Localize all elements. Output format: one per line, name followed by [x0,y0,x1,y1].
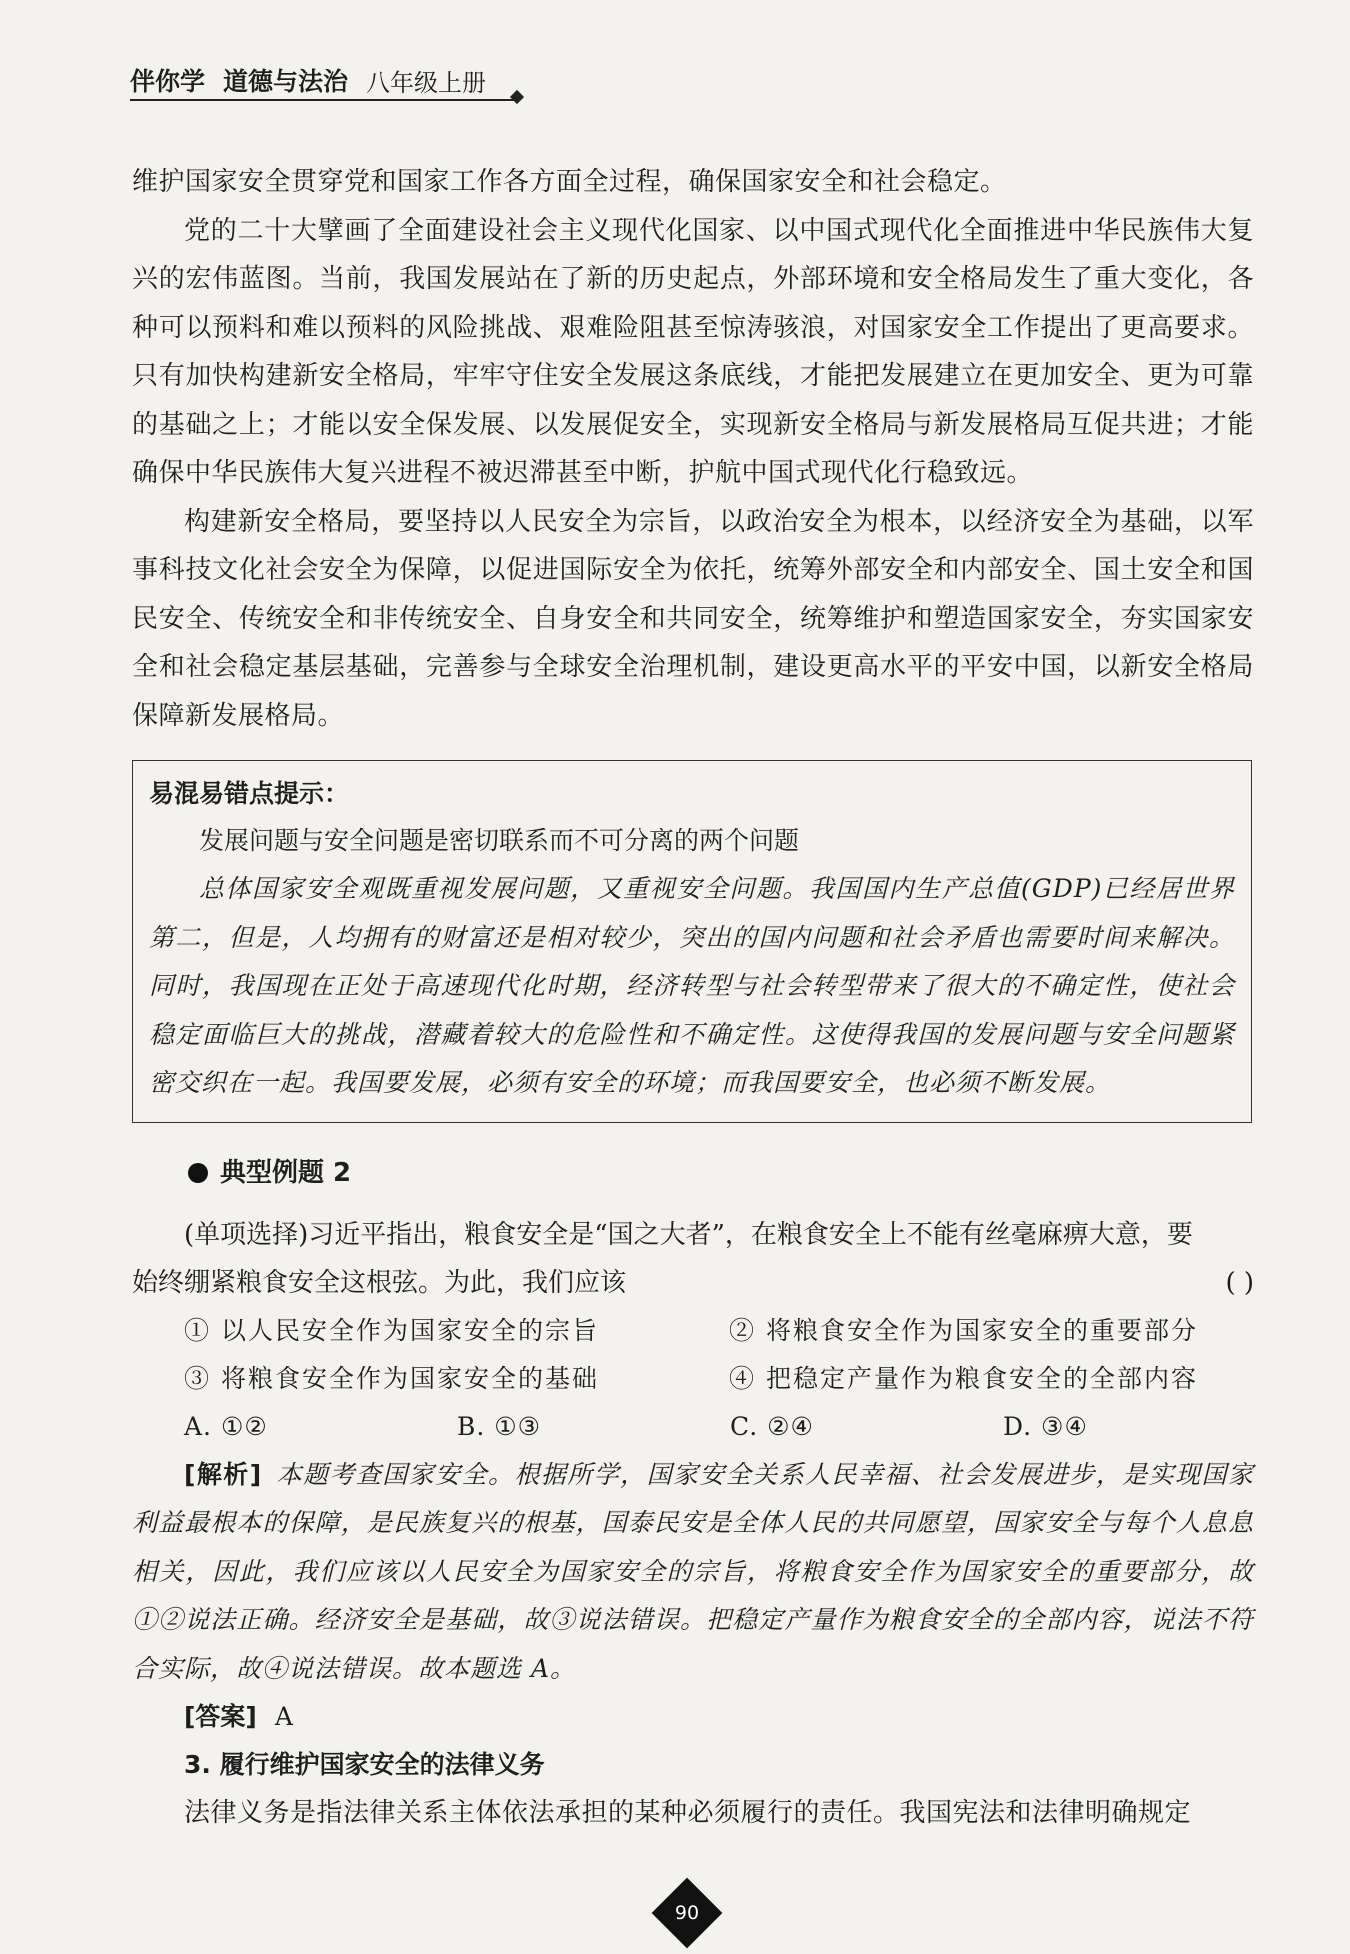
paragraph-3: 构建新安全格局，要坚持以人民安全为宗旨，以政治安全为根本，以经济安全为基础，以军事科技文化社会安全为保障，以促进国际安全为依托，统筹外部安全和内部安全、国土安全和国民安全、传统安全和非传统安全、自身安全和共同安全，统筹维护和塑造国家安全，夯实国家安全和社会稳定基层基础，完善参与全球安全治理机制，建设更高水平的平安中国，以新安全格局保障新发展格局。 [132,506,1254,731]
tip-body: 总体国家安全观既重视发展问题，又重视安全问题。我国国内生产总值(GDP)已经居世界第二，但是，人均拥有的财富还是相对较少，突出的国内问题和社会矛盾也需要时间来解决。同时，我国现在正处于高速现代化时期，经济转型与社会转型带来了很大的不确定性，使社会稳定面临巨大的挑战，潜藏着较大的危险性和不确定性。这使得我国的发展问题与安全问题紧密交织在一起。我国要发展，必须有安全的环境；而我国要安全，也必须不断发展。 [149,874,1235,1097]
tip-title: 易混易错点提示： [149,779,350,808]
question-text: (单项选择)习近平指出，粮食安全是“国之大者”，在粮食安全上不能有丝毫麻痹大意，要 [184,1219,1193,1250]
tip-box [132,760,1252,1123]
answer-tag: [答案] [184,1702,257,1731]
example-heading [188,1149,1254,1197]
section-title: 3. 履行维护国家安全的法律义务 [184,1750,545,1779]
choice-d: D. ③④ [1003,1411,1088,1441]
statement-item: ② 将粮食安全作为国家安全的重要部分 [729,1315,1198,1345]
page-header [130,62,486,98]
choice-list [184,1403,1254,1451]
choice-c: C. ②④ [730,1411,814,1441]
tip-subtitle: 发展问题与安全问题是密切联系而不可分离的两个问题 [199,826,800,855]
header-subject: 道德与法治 [223,67,349,96]
paragraph-1: 维护国家安全贯穿党和国家工作各方面全过程，确保国家安全和社会稳定。 [132,167,1007,197]
answer-block [132,1693,1254,1741]
statement-list [184,1307,1254,1403]
analysis-tag: [解析] [184,1459,263,1489]
page-number: 90 [674,1902,700,1924]
header-rule [130,99,515,101]
statement-item: ③ 将粮食安全作为国家安全的基础 [184,1363,599,1393]
statement-item: ① 以人民安全作为国家安全的宗旨 [184,1315,599,1345]
example-title: 典型例题 2 [220,1157,352,1188]
statement-item: ④ 把稳定产量作为粮食安全的全部内容 [729,1363,1198,1393]
choice-a: A. ①② [184,1411,268,1441]
paragraph-2: 党的二十大擘画了全面建设社会主义现代化国家、以中国式现代化全面推进中华民族伟大复兴的宏伟蓝图。当前，我国发展站在了新的历史起点，外部环境和安全格局发生了重大变化，各种可以预料和难以预料的风险挑战、艰难险阻甚至惊涛骇浪，对国家安全工作提出了更高要求。只有加快构建新安全格局，牢牢守住安全发展这条底线，才能把发展建立在更加安全、更为可靠的基础之上；才能以安全保发展、以发展促安全，实现新安全格局与新发展格局互促共进；才能确保中华民族伟大复兴进程不被迟滞甚至中断，护航中国式现代化行稳致远。 [132,215,1254,488]
answer-value: A [274,1702,293,1731]
main-content [132,158,1254,1838]
header-brand: 伴你学 [130,67,206,96]
question-last-line [132,1259,1254,1307]
analysis-text: 本题考查国家安全。根据所学，国家安全关系人民幸福、社会发展进步，是实现国家利益最根本的保障，是民族复兴的根基，国泰民安是全体人民的共同愿望，国家安全与每个人息息相关，因此，我们应该以人民安全为国家安全的宗旨，将粮食安全作为国家安全的重要部分，故①②说法正确。经济安全是基础，故③说法错误。把稳定产量作为粮食安全的全部内容，说法不符合实际，故④说法错误。故本题选 A。 [132,1459,1254,1683]
answer-blank: ( ) [1225,1267,1254,1298]
bullet-icon [188,1163,208,1183]
question-last-text: 始终绷紧粮食安全这根弦。为此，我们应该 [132,1267,627,1298]
choice-b: B. ①③ [457,1411,542,1441]
analysis-block [132,1451,1254,1694]
diamond-icon [510,90,524,104]
header-grade: 八年级上册 [366,69,487,97]
section-text: 法律义务是指法律关系主体依法承担的某种必须履行的责任。我国宪法和法律明确规定 [184,1798,1192,1828]
